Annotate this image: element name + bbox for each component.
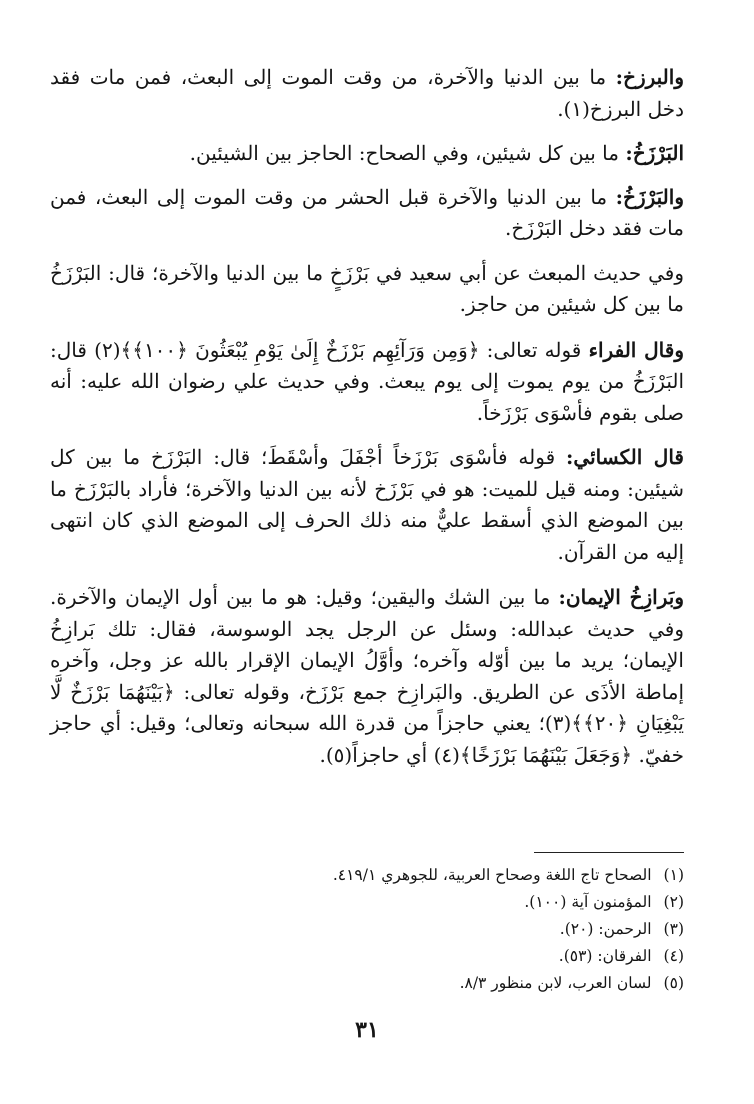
footnote-item xyxy=(50,970,684,997)
footnote-number: (٣) xyxy=(663,920,684,938)
footnote-item xyxy=(50,862,684,889)
paragraph-text: قوله تعالى: ﴿وَمِن وَرَآئِهِم بَرْزَخٌ إِلَىٰ يَوْمِ يُبْعَثُونَ ﴿١٠٠﴾﴾(٢) قال: البَرْزَخُ من يوم يموت إلى يوم يبعث. وفي حديث علي رضوان الله عليه: أنه صلى بقوم فأسْوَى بَرْزَخاً. xyxy=(50,337,684,425)
footnote-item xyxy=(50,916,684,943)
footnote-item xyxy=(50,943,684,970)
paragraph-lead: وقال الفراء xyxy=(588,337,684,362)
paragraph-text: ما بين الشك واليقين؛ وقيل: هو ما بين أول الإيمان والآخرة. وفي حديث عبدالله: وسئل عن الرجل يجد الوسوسة، فقال: تلك بَرازِخُ الإيمان؛ يريد ما بين أوّله وآخره؛ وأوَّلُ الإيمان الإقرار بالله عز وجل، وآخره إماطة الأذَى عن الطريق. والبَرازِخ جمع بَرْزَخ، وقوله تعالى: ﴿بَيْنَهُمَا بَرْزَخٌ لَّا يَبْغِيَانِ ﴿٢٠﴾﴾(٣)؛ يعني حاجزاً من قدرة الله سبحانه وتعالى؛ وقيل: أي حاجز خفيّ. ﴿وَجَعَلَ بَيْنَهُمَا بَرْزَخًا﴾(٤) أي حاجزاً(٥). xyxy=(50,585,684,767)
footnotes xyxy=(50,862,684,997)
document-page xyxy=(50,62,684,1062)
footnote-number: (٥) xyxy=(663,974,684,992)
footnote-number: (٢) xyxy=(663,893,684,911)
paragraph-barzakh-sihah xyxy=(50,138,684,170)
paragraph-text: ما بين كل شيئين، وفي الصحاح: الحاجز بين الشيئين. xyxy=(189,141,626,165)
paragraph-lead: والبرزخ: xyxy=(615,65,684,89)
paragraph-kisai xyxy=(50,442,684,568)
page-number: ٣١ xyxy=(355,1017,379,1043)
footnote-text: الفرقان: (٥٣). xyxy=(558,947,652,965)
footnote-number: (١) xyxy=(663,866,684,884)
paragraph-lead: قال الكسائي: xyxy=(566,445,684,469)
paragraph-farra xyxy=(50,335,684,430)
paragraph-text: قوله فأسْوَى بَرْزَخاً أجْفَلَ وأسْقَطَ؛ قال: البَرْزَخ ما بين كل شيئين: ومنه قيل للميت: هو في بَرْزَخ لأنه بين الدنيا والآخرة؛ فأراد بالبَرْزَخ ما بين الموضع الذي أسقط عليٌّ منه ذلك الحرف إلى الموضع الذي كان انتهى إليه من القرآن. xyxy=(50,445,684,564)
paragraph-text: وفي حديث المبعث عن أبي سعيد في بَرْزَخٍ ما بين الدنيا والآخرة؛ قال: البَرْزَخُ ما بين كل شيئين من حاجز. xyxy=(50,260,684,316)
footnote-text: الرحمن: (٢٠). xyxy=(559,920,652,938)
footnote-number: (٤) xyxy=(663,947,684,965)
footnote-item xyxy=(50,889,684,916)
paragraph-barazikh-iman xyxy=(50,582,684,771)
footnote-text: الصحاح تاج اللغة وصحاح العربية، للجوهري ٤١٩/١. xyxy=(332,866,652,884)
paragraph-lead: والبَرْزَخُ: xyxy=(615,184,684,209)
paragraph-lead: البَرْزَخُ: xyxy=(625,141,684,165)
paragraph-text: ما بين الدنيا والآخرة، من وقت الموت إلى البعث، فمن مات فقد دخل البرزخ(١). xyxy=(50,65,684,121)
paragraph-barzakh-def xyxy=(50,62,684,125)
footnote-text: المؤمنون آية (١٠٠). xyxy=(524,893,652,911)
footnote-separator xyxy=(534,852,684,853)
paragraph-text: ما بين الدنيا والآخرة قبل الحشر من وقت الموت إلى البعث، فمن مات فقد دخل البَرْزَخ. xyxy=(50,184,684,240)
paragraph-hadith-mabath xyxy=(50,258,684,321)
footnote-text: لسان العرب، لابن منظور ٨/٣. xyxy=(459,974,652,992)
paragraph-lead: وبَرازِخُ الإيمان: xyxy=(558,585,684,609)
body-text xyxy=(50,62,684,771)
paragraph-barzakh-hashr xyxy=(50,182,684,245)
